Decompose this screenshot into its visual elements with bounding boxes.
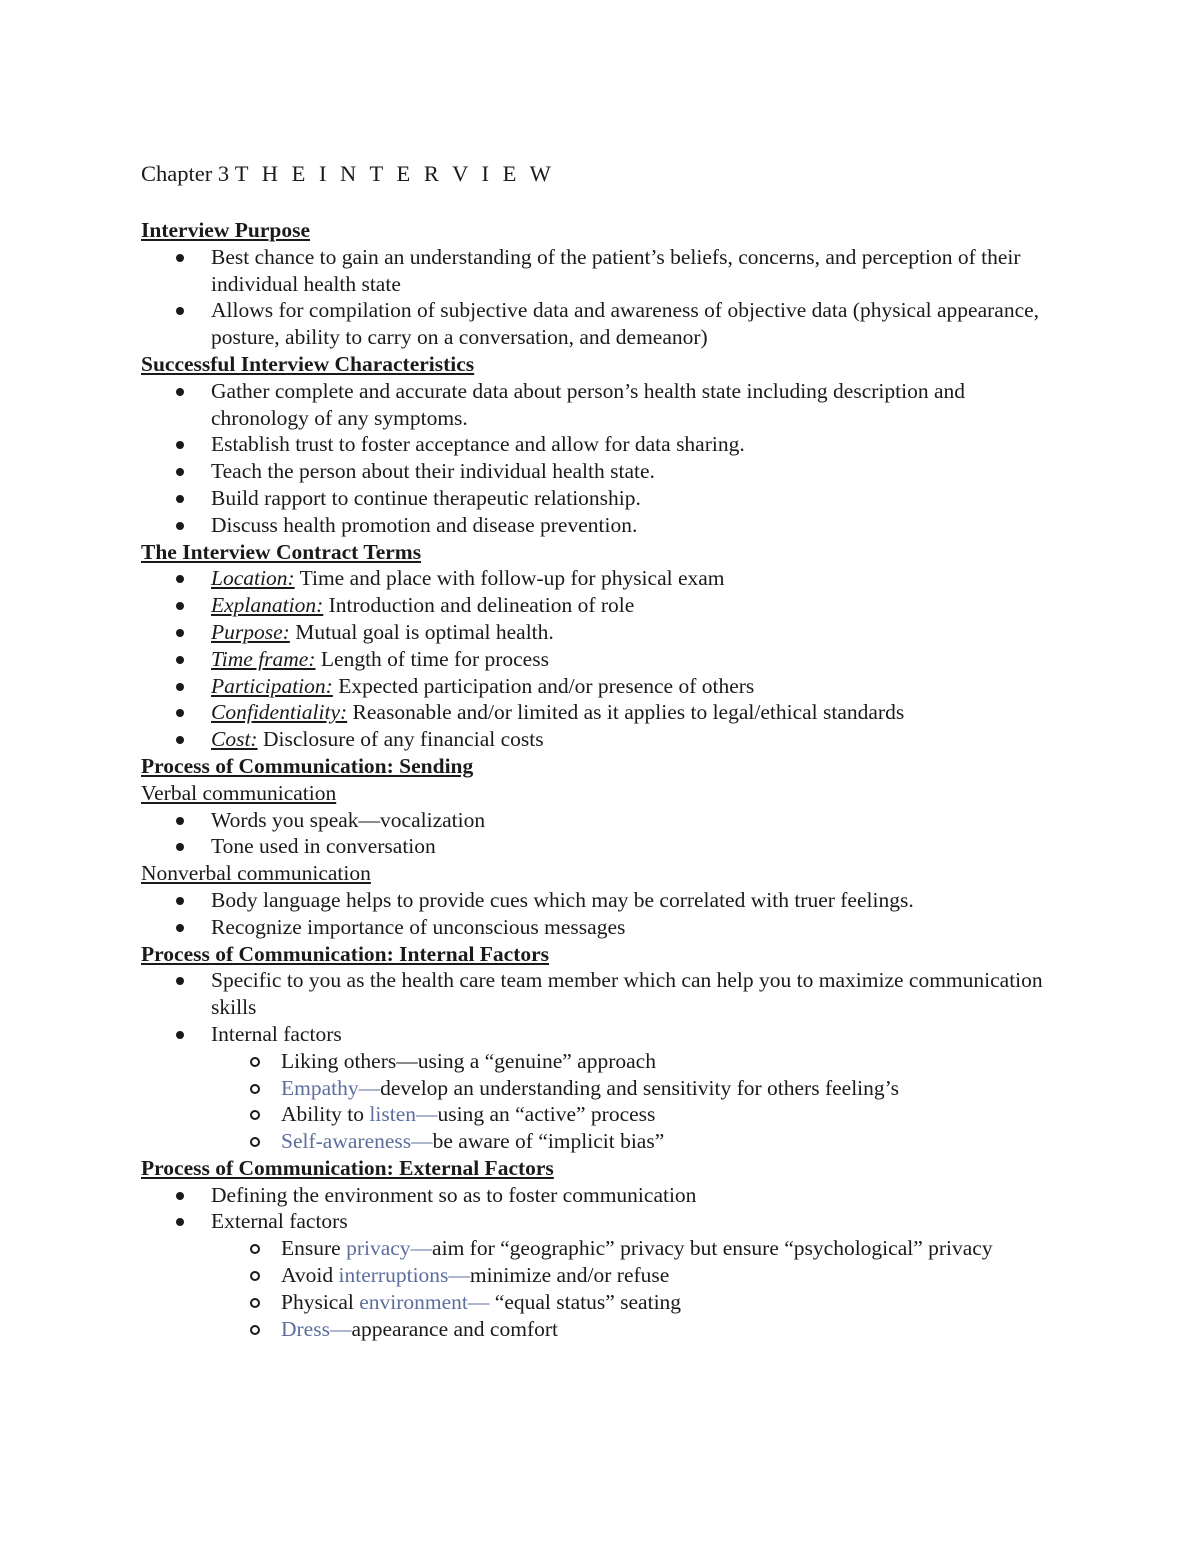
list-item: Tone used in conversation [141, 833, 1061, 860]
list-item [141, 1021, 1061, 1155]
sublist-item [141, 1316, 1061, 1343]
list-item [141, 726, 1061, 753]
term-text: Reasonable and/or limited as it applies to legal/ethical standards [347, 700, 905, 725]
list-item: Allows for compilation of subjective data and awareness of objective data (physical appearance, posture, ability to carry on a conversation, and demeanor) [141, 297, 1061, 351]
heading-internal-factors: Process of Communication: Internal Factors [141, 941, 550, 966]
heading-contract-terms: The Interview Contract Terms [141, 539, 422, 564]
chapter-title [141, 157, 1061, 191]
list-item: Recognize importance of unconscious messages [141, 914, 1061, 941]
sublist-text: Ensure [281, 1236, 347, 1261]
sublist-text: Ability to [281, 1102, 370, 1127]
keyword: privacy— [346, 1236, 433, 1261]
term-label: Explanation: [211, 593, 324, 618]
keyword: Dress— [281, 1316, 352, 1341]
term-text: Time and place with follow-up for physical exam [294, 566, 725, 591]
keyword: Empathy— [281, 1075, 381, 1100]
term-label: Time frame: [211, 646, 316, 671]
list-item-text: External factors [211, 1209, 348, 1234]
heading-interview-purpose: Interview Purpose [141, 218, 310, 242]
list-item [141, 699, 1061, 726]
internal-sublist [211, 1048, 1061, 1155]
keyword: Self-awareness— [281, 1129, 433, 1154]
list-item [141, 619, 1061, 646]
purpose-list [141, 244, 1061, 351]
term-text: Introduction and delineation of role [323, 593, 635, 618]
list-item: Build rapport to continue therapeutic relationship. [141, 485, 1061, 512]
list-item: Defining the environment so as to foster communication [141, 1182, 1061, 1209]
document-page [141, 157, 1061, 1342]
heading-successful-characteristics: Successful Interview Characteristics [141, 351, 475, 376]
sublist-text: develop an understanding and sensitivity for others feeling’s [380, 1075, 899, 1100]
external-list [141, 1182, 1061, 1343]
list-item: Gather complete and accurate data about person’s health state including description and chronology of any symptoms. [141, 378, 1061, 432]
contract-terms-list [141, 565, 1061, 753]
list-item-text: Internal factors [211, 1021, 342, 1046]
external-sublist [211, 1235, 1061, 1342]
sublist-item [141, 1075, 1061, 1102]
term-text: Length of time for process [315, 646, 549, 671]
sublist-text: minimize and/or refuse [469, 1263, 670, 1288]
characteristics-list [141, 378, 1061, 539]
sublist-item [141, 1048, 1061, 1075]
internal-list [141, 967, 1061, 1155]
keyword: listen— [369, 1102, 438, 1127]
keyword: environment— [359, 1289, 490, 1314]
verbal-list [141, 807, 1061, 861]
sublist-text: using an “active” process [437, 1102, 656, 1127]
term-label: Location: [211, 566, 295, 591]
list-item: Teach the person about their individual health state. [141, 458, 1061, 485]
sublist-text: Avoid [281, 1263, 339, 1288]
sublist-text: Liking others—using a “genuine” approach [281, 1048, 656, 1073]
sublist-text: be aware of “implicit bias” [432, 1129, 665, 1154]
term-text: Expected participation and/or presence of others [332, 673, 755, 698]
sublist-text: Physical [281, 1289, 360, 1314]
sublist-text: “equal status” seating [489, 1289, 682, 1314]
subheading-verbal: Verbal communication [141, 780, 337, 805]
list-item [141, 565, 1061, 592]
term-label: Participation: [211, 673, 333, 698]
list-item [141, 592, 1061, 619]
sublist-item [141, 1128, 1061, 1155]
term-label: Purpose: [211, 619, 290, 644]
chapter-name: T H E I N T E R V I E W [234, 161, 555, 186]
sublist-item [141, 1101, 1061, 1128]
sublist-item [141, 1289, 1061, 1316]
chapter-number: Chapter 3 [141, 161, 230, 186]
term-label: Confidentiality: [211, 700, 348, 725]
heading-external-factors: Process of Communication: External Factors [141, 1155, 554, 1180]
keyword: interruptions— [338, 1263, 470, 1288]
term-text: Disclosure of any financial costs [257, 727, 544, 752]
list-item: Specific to you as the health care team member which can help you to maximize communication skills [141, 967, 1061, 1021]
list-item: Discuss health promotion and disease prevention. [141, 512, 1061, 539]
nonverbal-list [141, 887, 1061, 941]
subheading-nonverbal: Nonverbal communication [141, 861, 371, 886]
term-label: Cost: [211, 727, 258, 752]
list-item: Best chance to gain an understanding of the patient’s beliefs, concerns, and perception of their individual health state [141, 244, 1061, 298]
sublist-text: aim for “geographic” privacy but ensure “psychological” privacy [432, 1236, 993, 1261]
sublist-text: appearance and comfort [351, 1316, 558, 1341]
sublist-item [141, 1262, 1061, 1289]
list-item [141, 646, 1061, 673]
list-item [141, 1208, 1061, 1342]
heading-communication-sending: Process of Communication: Sending [141, 753, 474, 778]
sublist-item [141, 1235, 1061, 1262]
list-item: Establish trust to foster acceptance and allow for data sharing. [141, 431, 1061, 458]
term-text: Mutual goal is optimal health. [289, 619, 554, 644]
list-item: Body language helps to provide cues which may be correlated with truer feelings. [141, 887, 1061, 914]
list-item [141, 673, 1061, 700]
list-item: Words you speak—vocalization [141, 807, 1061, 834]
